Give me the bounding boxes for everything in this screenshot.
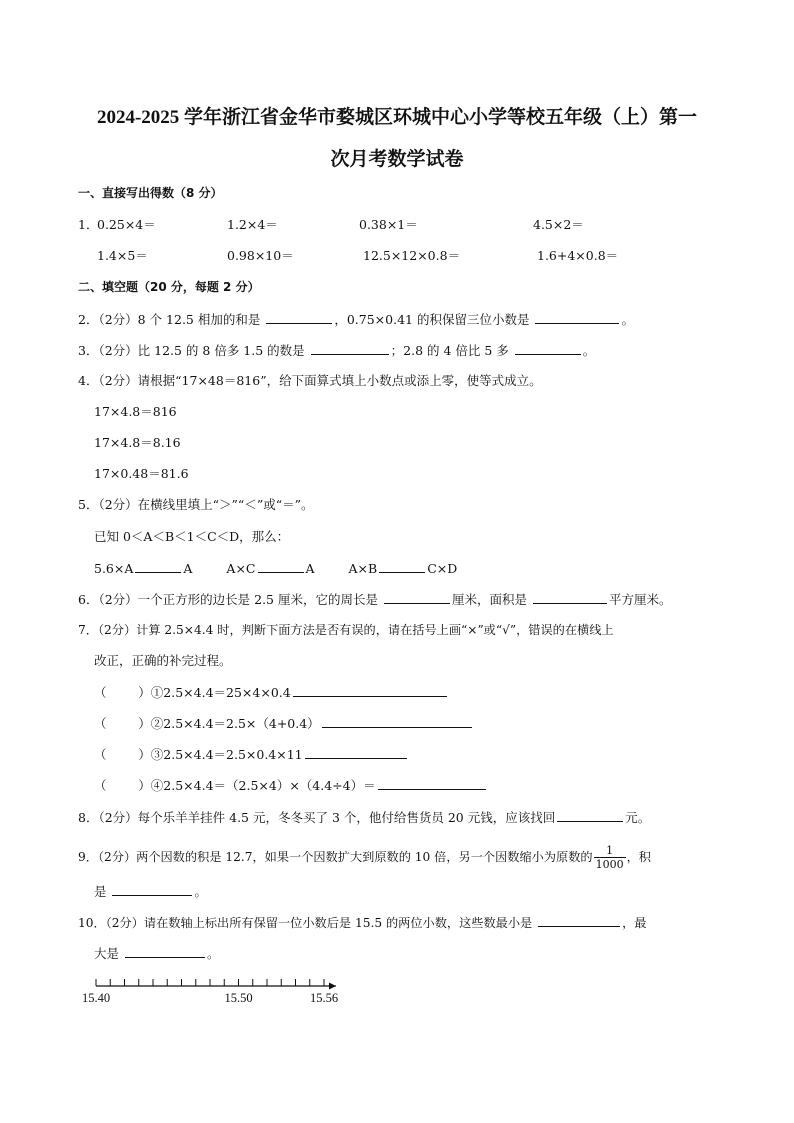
q7-item-1-paren[interactable]: （ ）: [94, 685, 151, 700]
q1-item-4: 4.5×2＝: [533, 217, 584, 232]
q7-item-4-blank[interactable]: [378, 776, 486, 790]
exam-title-line1: 2024-2025 学年浙江省金华市婺城区环城中心小学等校五年级（上）第一: [96, 107, 698, 128]
q10-text-d: 。: [206, 946, 220, 961]
question-3: [78, 341, 595, 360]
q4-equation-3: 17×0.48＝81.6: [94, 466, 189, 481]
q3-text-b: ；2.8 的 4 倍比 5 多: [390, 343, 513, 358]
q9-text-b: ，积: [626, 850, 651, 864]
q5-given: 已知 0＜A＜B＜1＜C＜D，那么：: [94, 529, 290, 544]
q10-text-b: ，最: [622, 916, 647, 930]
q1-item-1: 0.25×4＝: [97, 217, 156, 232]
q4-equation-2: 17×4.8＝8.16: [94, 435, 181, 450]
q7-item-3-paren[interactable]: （ ）: [94, 747, 151, 762]
q10-text-c: 大是: [94, 946, 123, 961]
q7-item-2-blank[interactable]: [322, 714, 472, 728]
question-4: 4．（2分）请根据“17×48＝816”，给下面算式填上小数点或添上零，使等式成立。: [78, 373, 542, 388]
q9-text-c: 是: [94, 884, 111, 899]
q7-item-3: [94, 745, 409, 764]
q2-text-b: ，0.75×0.41 的积保留三位小数是: [334, 312, 534, 327]
q8-text-b: 元。: [625, 810, 651, 825]
q6-answer-blank-2[interactable]: [533, 590, 607, 604]
q4-equation-1: 17×4.8＝816: [94, 404, 177, 419]
q6-text-a: 6．（2分）一个正方形的边长是 2.5 厘米，它的周长是: [78, 592, 382, 607]
q5-cmp2-left: A×C: [226, 561, 256, 576]
q5-cmp1-right: A: [183, 561, 193, 576]
q9-fraction: [594, 844, 626, 871]
q9-fraction-denominator: 1000: [595, 858, 624, 871]
q5-comparisons: [94, 559, 457, 578]
q8-text-a: 8．（2分）每个乐羊羊挂件 4.5 元，冬冬买了 3 个，他付给售货员 20 元钱，应该找回: [78, 810, 556, 825]
q1-item-5: 1.4×5＝: [97, 248, 148, 263]
question-2: [78, 310, 634, 329]
q7-item-1-blank[interactable]: [293, 683, 447, 697]
q7-item-1: [94, 683, 449, 702]
q1-item-3: 0.38×1＝: [359, 217, 418, 232]
question-9-line1: [78, 844, 651, 871]
question-7-line2: 改正，正确的补完过程。: [94, 653, 232, 668]
q7-item-3-blank[interactable]: [305, 745, 407, 759]
q2-text-a: 2．（2分）8 个 12.5 相加的和是: [78, 312, 265, 327]
q10-text-a: 10．（2分）请在数轴上标出所有保留一位小数后是 15.5 的两位小数，这些数最小是: [78, 916, 537, 930]
q2-answer-blank-2[interactable]: [535, 310, 619, 324]
section1-heading: 一、直接写出得数（8 分）: [78, 186, 223, 200]
q7-item-1-text: ①2.5×4.4＝25×4×0.4: [150, 685, 291, 700]
q1-number: 1．: [78, 217, 99, 232]
q3-answer-blank-2[interactable]: [515, 341, 581, 355]
q5-cmp2-right: A: [305, 561, 315, 576]
number-line-label: 15.50: [224, 991, 253, 1005]
question-8: [78, 808, 650, 827]
q9-text-a: 9．（2分）两个因数的积是 12.7，如果一个因数扩大到原数的 10 倍，另一个因数缩小为原数的: [78, 850, 593, 864]
question-9-line2: [94, 882, 207, 901]
number-line-label: 15.56: [309, 991, 339, 1005]
q7-item-4-text: ④2.5×4.4＝（2.5×4）×（4.4÷4）＝: [150, 778, 376, 793]
q2-answer-blank-1[interactable]: [266, 310, 332, 324]
number-line[interactable]: [81, 968, 348, 1008]
q6-text-c: 平方厘米。: [608, 592, 672, 607]
q1-item-2: 1.2×4＝: [227, 217, 278, 232]
q10-answer-blank-1[interactable]: [538, 913, 620, 927]
question-10-line2: [94, 944, 220, 963]
q9-answer-blank[interactable]: [112, 882, 192, 896]
exam-title-line2: 次月考数学试卷: [330, 149, 464, 170]
question-7-line1: 7．（2分）计算 2.5×4.4 时，判断下面方法是否有误的，请在括号上画“×”或“√”，错误的在横线上: [78, 623, 614, 637]
number-line-label: 15.40: [81, 991, 111, 1005]
q5-cmp3-right: C×D: [427, 561, 458, 576]
q7-item-2-paren[interactable]: （ ）: [94, 716, 151, 731]
q7-item-2: [94, 714, 474, 733]
q5-cmp1-blank[interactable]: [135, 559, 181, 573]
number-line-arrow: [329, 983, 336, 990]
q7-item-2-text: ②2.5×4.4＝2.5×（4+0.4）: [150, 716, 320, 731]
q6-text-b: 厘米，面积是: [451, 592, 531, 607]
q10-answer-blank-2[interactable]: [125, 944, 205, 958]
q9-fraction-numerator: 1: [594, 844, 626, 858]
q6-answer-blank-1[interactable]: [384, 590, 450, 604]
q1-item-6: 0.98×10＝: [227, 248, 294, 263]
q5-cmp2-blank[interactable]: [258, 559, 304, 573]
q2-text-c: 。: [621, 312, 634, 327]
q3-text-c: 。: [582, 343, 596, 358]
section2-heading: 二、填空题（20 分，每题 2 分）: [78, 280, 260, 294]
q3-answer-blank-1[interactable]: [311, 341, 389, 355]
q5-cmp3-left: A×B: [348, 561, 378, 576]
question-5: 5．（2分）在横线里填上“＞”“＜”或“＝”。: [78, 497, 314, 512]
q5-cmp3-blank[interactable]: [379, 559, 425, 573]
question-10-line1: [78, 913, 646, 932]
q1-item-8: 1.6+4×0.8＝: [537, 248, 619, 263]
q7-item-4-paren[interactable]: （ ）: [94, 778, 151, 793]
q5-cmp1-left: 5.6×A: [94, 561, 134, 576]
q1-item-7: 12.5×12×0.8＝: [363, 248, 461, 263]
q3-text-a: 3．（2分）比 12.5 的 8 倍多 1.5 的数是: [78, 343, 309, 358]
q7-item-4: [94, 776, 488, 795]
q8-answer-blank[interactable]: [557, 808, 623, 822]
q7-item-3-text: ③2.5×4.4＝2.5×0.4×11: [150, 747, 303, 762]
question-6: [78, 590, 671, 609]
q9-text-d: 。: [194, 884, 207, 899]
